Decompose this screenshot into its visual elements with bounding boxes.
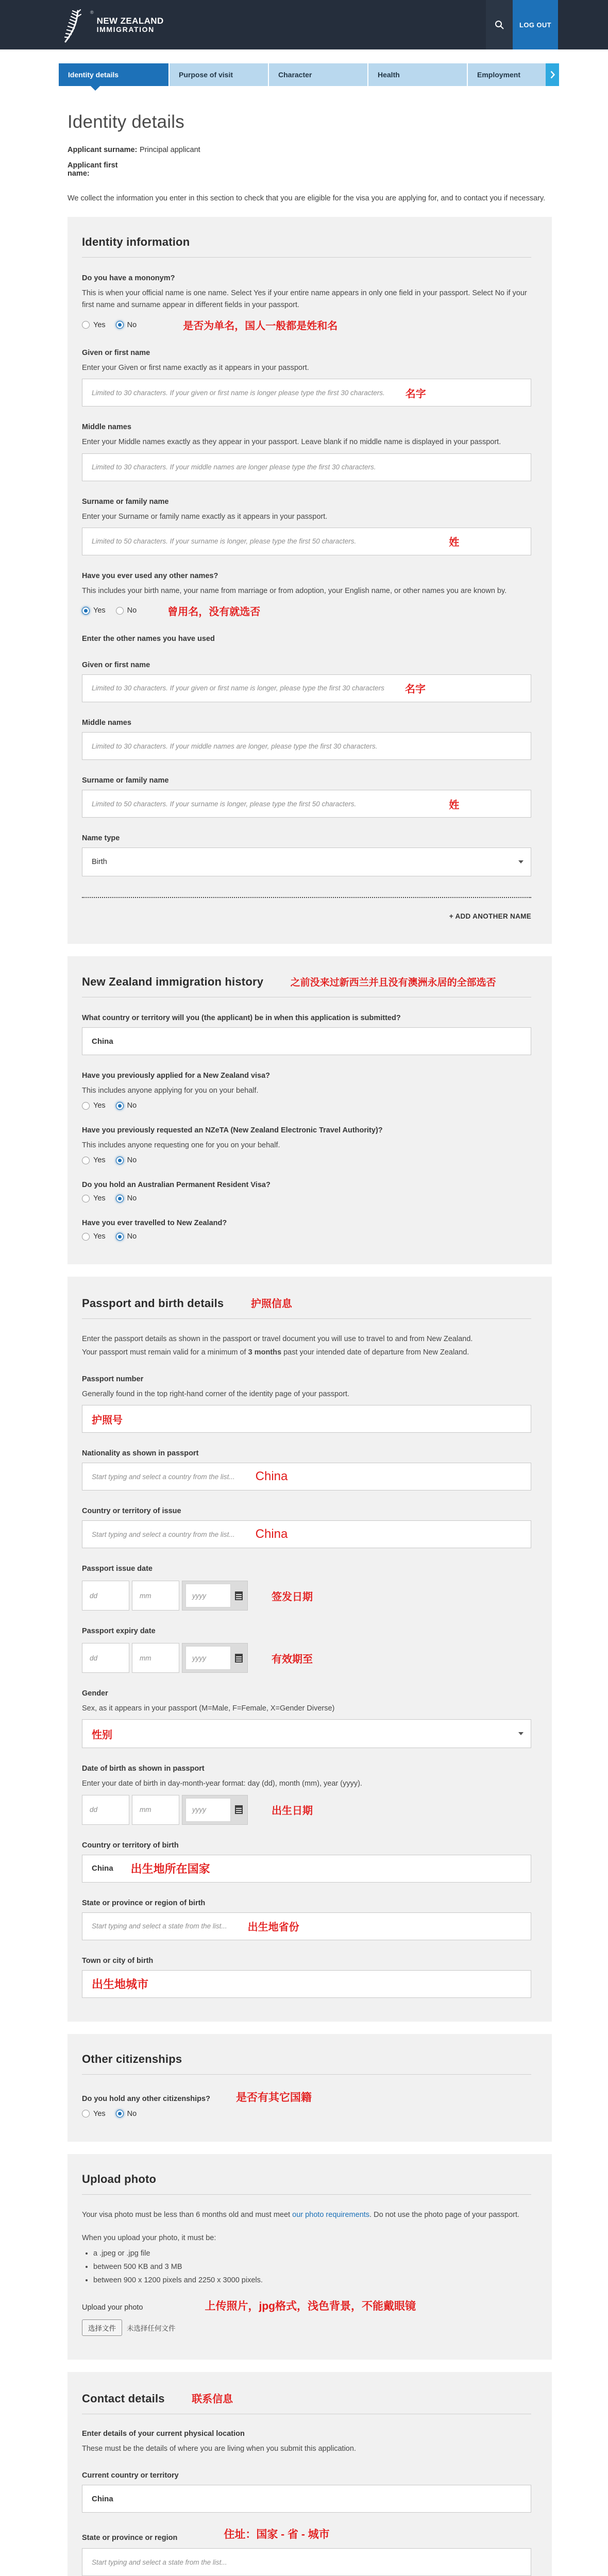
search-icon [494,20,504,30]
tab-purpose-of-visit[interactable]: Purpose of visit [170,63,268,86]
other-surname-input[interactable]: Limited to 50 characters. If your surname is longer, please type the first 50 characters. 姓 [82,790,531,818]
other-citizenships-heading: Other citizenships [82,2053,531,2075]
middle-names-input[interactable]: Limited to 30 characters. If your middle names are longer please type the first 30 characters. [82,453,531,481]
tab-identity-details[interactable]: Identity details [59,63,168,86]
nationality-input[interactable]: Start typing and select a country from the list... China [82,1463,531,1490]
given-name-annotation: 名字 [405,388,426,400]
tab-health[interactable]: Health [368,63,467,86]
other-citizenships-card [67,2034,552,2142]
birth-city-input[interactable] [82,1970,531,1998]
photo-must-be-text: When you upload your photo, it must be: [82,2233,216,2242]
issue-month-input[interactable]: mm [132,1581,179,1611]
photo-req-item: • between 900 x 1200 pixels and 2250 x 3000 pixels. [93,2276,531,2284]
photo-requirements-list [93,2249,531,2284]
travelled-nz-question: Have you ever travelled to New Zealand? Yes No [82,1219,227,1241]
passport-number-field: Passport number Generally found in the top right-hand corner of the identity page of your passport. 护照号 [82,1374,531,1433]
section-tabs [59,63,559,86]
passport-intro-2: Your passport must remain valid for a minimum of 3 months past your intended date of departure from New Zealand. [82,1348,469,1357]
immigration-history-heading: New Zealand immigration history 之前没来过新西兰并且没有澳洲永居的全部选否 [82,975,531,997]
passport-number-input[interactable] [82,1405,531,1433]
other-names-subheading: Enter the other names you have used [82,634,215,643]
expiry-year-wrap [182,1643,248,1673]
australian-pr-no-radio[interactable]: No [116,1194,137,1202]
birth-state-annotation: 出生地省份 [247,1922,299,1934]
dotted-divider [82,897,531,898]
expiry-year-input[interactable]: yyyy [185,1646,231,1670]
surname-field: Surname or family name Enter your Surname or family name exactly as it appears in your passport. Limited to 50 characters. If your surname is longer, please type the first 50 characters. 姓 [82,497,531,555]
site-header [0,0,608,49]
upload-photo-card [67,2154,552,2360]
tabs-next-button[interactable] [546,63,559,86]
dob-year-input[interactable]: yyyy [185,1798,231,1822]
birth-country-annotation: 出生地所在国家 [130,1862,210,1876]
other-names-annotation: 曾用名，没有就选否 [167,606,261,618]
issue-date-field: Passport issue date dd mm yyyy 签发日期 [82,1564,531,1611]
passport-birth-heading: Passport and birth details 护照信息 [82,1295,531,1319]
upload-photo-heading: Upload photo [82,2173,531,2195]
travelled-nz-yes-radio[interactable]: Yes [82,1232,106,1241]
calendar-icon[interactable] [235,1654,243,1663]
passport-annotation: 护照信息 [250,1298,292,1310]
contact-annotation: 联系信息 [192,2393,233,2405]
middle-names-field: Middle names Enter your Middle names exactly as they appear in your passport. Leave blank if no middle name is displayed in your passport. Limited to 30 characters. If your middle names are longer please type the first 30 characters. [82,422,531,481]
applied-visa-question: Have you previously applied for a New Zealand visa? This includes anyone applying for you on your behalf. Yes No [82,1072,271,1110]
state-region-input[interactable]: Start typing and select a state from the list... [82,2548,531,2576]
page-title: Identity details [67,112,184,132]
identity-information-heading: Identity information [82,235,531,258]
dob-day-input[interactable]: dd [82,1795,129,1825]
dob-field: Date of birth as shown in passport Enter your date of birth in day-month-year format: day (dd), month (mm), year (yyyy). dd mm yyyy 出生日期 [82,1764,531,1824]
mononym-no-radio[interactable]: No [116,321,137,329]
travelled-nz-no-radio[interactable]: No [116,1232,137,1241]
photo-requirements-text: Your visa photo must be less than 6 months old and must meet our photo requirements. Do not use the photo page of your passport. [82,2210,520,2219]
active-tab-pointer [91,86,100,91]
mononym-yes-radio[interactable]: Yes [82,321,106,329]
chevron-down-icon [518,860,523,863]
other-citizenships-question: Do you hold any other citizenships? 是否有其它国籍 Yes No [82,2089,531,2118]
dob-annotation: 出生日期 [272,1805,313,1817]
mononym-question: Do you have a mononym? This is when your official name is one name. Select Yes if your entire name appears in only one field in your passport. Select No if your first name and surname appear in different fields in your passport. Yes No 是否为单名，国人一般都是姓和名 [82,274,527,332]
calendar-icon[interactable] [235,1591,243,1600]
header-actions [486,0,558,49]
applicant-surname-label: Applicant surname: [67,146,138,154]
birth-city-annotation: 出生地城市 [92,1978,149,1991]
other-names-yes-radio[interactable]: Yes [82,606,106,615]
other-given-input[interactable]: Limited to 30 characters. If your given or first name is longer, please type the first 30 characters 名字 [82,674,531,702]
dob-year-wrap [182,1795,248,1825]
nationality-field: Nationality as shown in passport Start typing and select a country from the list... China [82,1448,531,1490]
nzeta-question: Have you previously requested an NZeTA (New Zealand Electronic Travel Authority)? This includes anyone requesting one for you on your behalf. Yes No [82,1126,383,1165]
citizenships-annotation: 是否有其它国籍 [235,2091,312,2104]
birth-country-input[interactable]: China 出生地所在国家 [82,1855,531,1883]
australian-pr-yes-radio[interactable]: Yes [82,1194,106,1202]
passport-number-annotation: 护照号 [92,1414,123,1426]
identity-information-card [67,217,552,944]
photo-requirements-link[interactable]: our photo requirements [292,2210,370,2219]
other-given-annotation: 名字 [405,684,426,696]
issue-country-input[interactable]: Start typing and select a country from the list... China [82,1520,531,1548]
submission-country-field: What country or territory will you (the applicant) be in when this application is submitted? China [82,1013,531,1055]
nationality-annotation: China [255,1469,288,1484]
current-country-field: Current country or territory China [82,2470,531,2513]
issue-year-wrap [182,1581,248,1611]
other-surname-annotation: 姓 [449,799,460,811]
choose-file-button[interactable]: 选择文件 [82,2319,122,2336]
current-country-input[interactable]: China [82,2485,531,2513]
logout-button[interactable]: LOG OUT [513,0,558,49]
gender-annotation: 性别 [92,1729,112,1741]
name-type-select[interactable]: Birth [82,848,531,876]
issue-year-input[interactable]: yyyy [185,1584,231,1607]
immigration-history-card [67,956,552,1264]
citizenships-yes-radio[interactable]: Yes [82,2110,106,2118]
applicant-surname-row [67,146,608,154]
nzeta-yes-radio[interactable]: Yes [82,1156,106,1164]
applicant-surname-value: Principal applicant [140,146,200,154]
nzeta-no-radio[interactable]: No [116,1156,137,1164]
photo-req-item: • a .jpeg or .jpg file [93,2249,531,2258]
submission-country-input[interactable]: China [82,1027,531,1055]
other-given-field: Given or first name Limited to 30 characters. If your given or first name is longer, please type the first 30 characters 名字 [82,660,531,702]
contact-details-card [67,2372,552,2576]
applied-visa-yes-radio[interactable]: Yes [82,1101,106,1110]
other-names-no-radio[interactable]: No [116,606,137,615]
gender-field: Gender Sex, as it appears in your passport (M=Male, F=Female, X=Gender Diverse) 性别 [82,1688,531,1748]
surname-input[interactable]: Limited to 50 characters. If your surname is longer, please type the first 50 characters. 姓 [82,528,531,555]
nz-immigration-logo [60,0,164,49]
chevron-right-icon [550,71,555,79]
birth-state-input[interactable]: Start typing and select a state from the list... 出生地省份 [82,1912,531,1940]
mononym-annotation: 是否为单名，国人一般都是姓和名 [183,320,338,332]
no-file-chosen-text: 未选择任何文件 [127,2324,176,2332]
tab-employment[interactable]: Employment [468,63,559,86]
photo-req-item: • between 500 KB and 3 MB [93,2263,531,2271]
expiry-month-input[interactable]: mm [132,1643,179,1673]
birth-city-field: Town or city of birth 出生地城市 [82,1956,531,1998]
section-intro-text: We collect the information you enter in this section to check that you are eligible for the visa you are applying for, and to contact you if necessary. [67,194,546,202]
calendar-icon[interactable] [235,1805,243,1814]
issue-country-annotation: China [255,1527,288,1541]
location-label: Enter details of your current physical location [82,2429,245,2438]
name-type-field: Name type Birth [82,833,531,876]
logo-text: NEW ZEALAND IMMIGRATION [96,15,164,33]
contact-details-heading: Contact details 联系信息 [82,2391,531,2414]
issue-country-field: Country or territory of issue Start typing and select a country from the list... China [82,1506,531,1548]
passport-birth-card [67,1277,552,2021]
birth-state-field: State or province or region of birth Start typing and select a state from the list... 出生地省份 [82,1898,531,1940]
other-middle-field: Middle names Limited to 30 characters. If your middle names are longer, please type the first 30 characters. [82,718,531,760]
expiry-date-field: Passport expiry date dd mm yyyy 有效期至 [82,1626,531,1673]
history-annotation: 之前没来过新西兰并且没有澳洲永居的全部选否 [290,977,496,989]
applicant-firstname-label: Applicant first name: [67,161,118,178]
given-name-field: Given or first name Enter your Given or first name exactly as it appears in your passport. Limited to 30 characters. If your given or first name is longer please type the first 30 characters. 名字 [82,348,531,406]
australian-pr-question: Do you hold an Australian Permanent Resident Visa? Yes No [82,1181,271,1203]
other-surname-field: Surname or family name Limited to 50 characters. If your surname is longer, please type the first 50 characters. 姓 [82,775,531,818]
state-region-field: State or province or region 住址：国家 - 省 - 城市 Start typing and select a state from the list... [82,2528,531,2576]
expiry-date-annotation: 有效期至 [272,1653,313,1665]
tab-character[interactable]: Character [269,63,367,86]
citizenships-no-radio[interactable]: No [116,2110,137,2118]
search-button[interactable] [486,0,513,49]
gender-select[interactable] [82,1719,531,1748]
registered-mark: ® [90,10,94,15]
applied-visa-no-radio[interactable]: No [116,1101,137,1110]
dob-month-input[interactable]: mm [132,1795,179,1825]
location-desc: These must be the details of where you are living when you submit this application. [82,2445,356,2453]
other-middle-input[interactable]: Limited to 30 characters. If your middle names are longer, please type the first 30 characters. [82,732,531,760]
upload-photo-field: Upload your photo 上传照片，jpg格式，浅色背景，不能戴眼镜 选择文件 未选择任何文件 [82,2298,531,2336]
chevron-down-icon [518,1732,523,1735]
upload-photo-annotation: 上传照片，jpg格式，浅色背景，不能戴眼镜 [205,2300,416,2312]
add-another-name-button[interactable]: + ADD ANOTHER NAME [449,912,531,921]
expiry-day-input[interactable]: dd [82,1643,129,1673]
address-format-annotation: 住址：国家 - 省 - 城市 [224,2529,330,2541]
given-name-input[interactable]: Limited to 30 characters. If your given or first name is longer please type the first 30 characters. 名字 [82,379,531,406]
applicant-firstname-row [67,161,608,178]
issue-date-annotation: 签发日期 [272,1591,313,1603]
surname-annotation: 姓 [449,537,460,549]
passport-intro-1: Enter the passport details as shown in the passport or travel document you will use to travel to and from New Zealand. [82,1335,473,1344]
other-names-question: Have you ever used any other names? This includes your birth name, your name from marriage or from adoption, your English name, or other names you are known by. Yes No 曾用名，没有就选否 [82,571,507,618]
issue-day-input[interactable]: dd [82,1581,129,1611]
birth-country-field: Country or territory of birth China 出生地所在国家 [82,1840,531,1883]
nz-fern-icon [60,6,89,44]
